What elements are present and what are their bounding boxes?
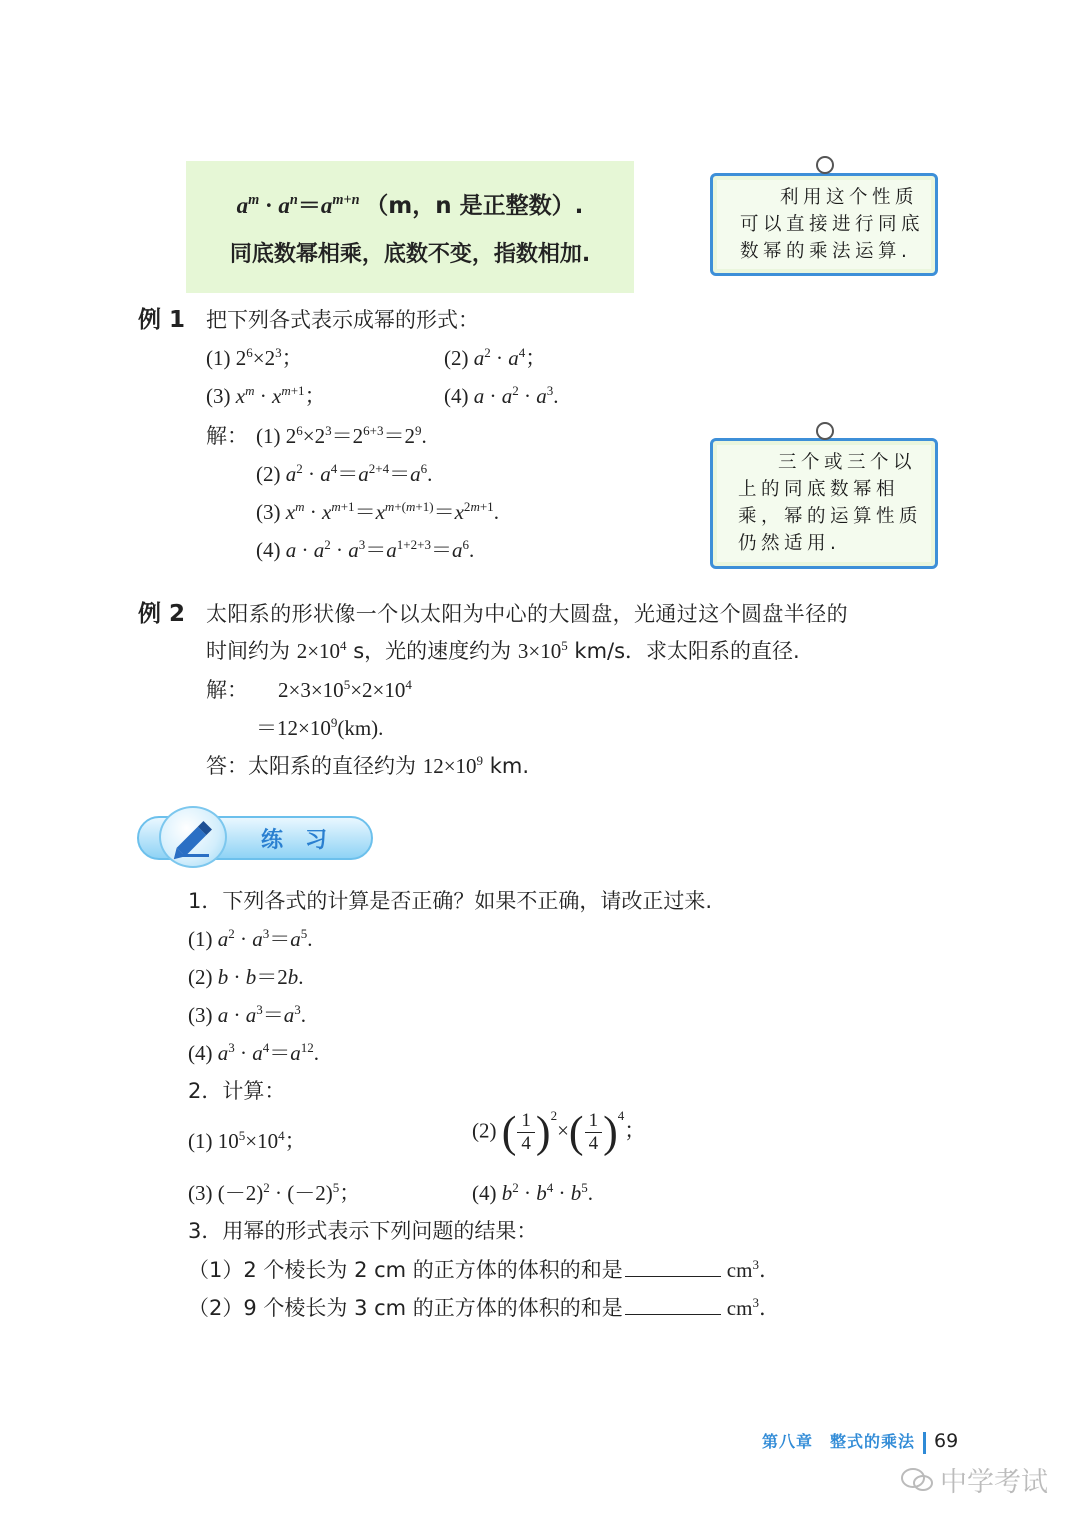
- page-number: 69: [934, 1430, 959, 1452]
- note2-line4: 仍然适用.: [738, 533, 841, 554]
- ex2-line2-prefix: 时间约为: [206, 639, 290, 663]
- q2-item-4: (4) $b^2 \cdot b^4 \cdot b^5$.: [472, 1179, 594, 1205]
- q3-item-1: （1）2 个棱长为 2 cm 的正方体的体积的和是 $cm^3$.: [188, 1256, 766, 1282]
- ex1-item-1: (1) $2^6\times 2^3$；: [206, 344, 303, 370]
- q1-item-1: (1) $a^2 \cdot a^3=a^5$.: [188, 925, 313, 951]
- footer-divider: [923, 1432, 926, 1454]
- ex2-answer: 答：太阳系的直径约为 $12\times 10^9$ km.: [206, 752, 530, 778]
- ex1-solution-label: 解：: [206, 424, 248, 448]
- ex2-line2-mid: s，光的速度约为: [353, 639, 512, 663]
- ex1-sol-3: (3) $x^m \cdot x^{m+1}=x^{m+(m+1)}=x^{2m+1}$.: [256, 498, 499, 524]
- example2-line1: 太阳系的形状像一个以太阳为中心的大圆盘，光通过这个圆盘半径的: [206, 602, 848, 626]
- rule-statement: 同底数幂相乘，底数不变，指数相加.: [229, 242, 591, 267]
- practice-title: 练习: [261, 828, 350, 853]
- example1-label: 例 1: [138, 307, 186, 333]
- q3-2-unit: cm: [726, 1296, 753, 1320]
- rule-box: [186, 161, 634, 293]
- ex2-sol-line1: $2\times 3\times 10^5\times 2\times 10^4$: [278, 676, 412, 702]
- q2-item-1: (1) $10^5\times 10^4$；: [188, 1127, 306, 1153]
- watermark: [900, 1460, 1048, 1499]
- ex1-sol-4: (4) $a \cdot a^2 \cdot a^3=a^{1+2+3}=a^6$.: [256, 536, 475, 562]
- practice-q2: 2．计算：: [188, 1079, 286, 1103]
- ex2-answer-suffix: km.: [489, 754, 530, 778]
- q3-1-unit: cm: [726, 1258, 753, 1282]
- note1-line2: 可以直接进行同底: [740, 214, 925, 235]
- ex2-line2-suffix: km/s．求太阳系的直径.: [574, 639, 800, 663]
- q3-2-text: （2）9 个棱长为 3 cm 的正方体的体积的和是: [188, 1296, 623, 1320]
- note2-line1: 三个或三个以: [778, 452, 917, 473]
- answer-blank[interactable]: [625, 1293, 721, 1315]
- q3-1-text: （1）2 个棱长为 2 cm 的正方体的体积的和是: [188, 1258, 623, 1282]
- example2-label: 例 2: [138, 601, 186, 627]
- practice-q1: 1．下列各式的计算是否正确？如果不正确，请改正过来.: [188, 889, 713, 913]
- example2-line2: 时间约为 $2\times 10^4$ s，光的速度约为 $3\times 10^5$ km/s．求太阳系的直径.: [206, 637, 800, 663]
- q1-item-3: (3) $a \cdot a^3=a^3$.: [188, 1001, 307, 1027]
- ex2-solution-label: 解：: [206, 678, 248, 702]
- q2-item-2: (2) ( $\frac{1}{4}$ )$^2$×( $\frac{1}{4}$ )$^4$；: [472, 1107, 646, 1157]
- note2-line2: 上的同底数幂相: [738, 479, 900, 500]
- q1-item-4: (4) $a^3 \cdot a^4=a^{12}$.: [188, 1039, 320, 1065]
- note1-line1: 利用这个性质: [780, 187, 919, 208]
- q2-item-3: (3) $(-2)^2 \cdot (-2)^5$；: [188, 1179, 361, 1205]
- ex2-answer-prefix: 答：太阳系的直径约为: [206, 754, 416, 778]
- note1-line3: 数幂的乘法运算.: [740, 241, 912, 262]
- example1-prompt: 把下列各式表示成幂的形式：: [206, 308, 479, 332]
- footer-chapter: 第八章 整式的乘法: [762, 1432, 916, 1451]
- ex1-item-2: (2) $a^2 \cdot a^4$；: [444, 344, 547, 370]
- ex2-sol-line2: $=12\times 10^9(km)$.: [256, 714, 384, 740]
- rule-condition: （m，n 是正整数）.: [365, 193, 584, 219]
- q1-item-2: (2) b · b＝2b.: [188, 965, 304, 989]
- answer-blank[interactable]: [625, 1255, 721, 1277]
- pencil-icon: [159, 806, 227, 868]
- pin-icon: [816, 156, 834, 174]
- practice-q3: 3．用幂的形式表示下列问题的结果：: [188, 1219, 538, 1243]
- ex1-item-4: (4) $a \cdot a^2 \cdot a^3$.: [444, 382, 559, 408]
- ex1-sol-2: (2) $a^2 \cdot a^4=a^{2+4}=a^6$.: [256, 460, 433, 486]
- ex1-item-3: (3) $x^m \cdot x^{m+1}$；: [206, 382, 326, 408]
- wechat-icon: [900, 1467, 934, 1493]
- watermark-text: 中学考试: [940, 1467, 1048, 1498]
- rule-formula: $a^m \cdot a^n=a^{m+n}$ （m，n 是正整数）.: [236, 192, 584, 219]
- note2-line3: 乘，幂的运算性质: [738, 506, 923, 527]
- pin-icon: [816, 422, 834, 440]
- page-footer: [762, 1429, 958, 1454]
- q3-item-2: （2）9 个棱长为 3 cm 的正方体的体积的和是 $cm^3$.: [188, 1294, 766, 1320]
- practice-banner: [137, 812, 373, 864]
- ex1-sol-1: (1) $2^6\times 2^3=2^{6+3}=2^9$.: [256, 422, 427, 448]
